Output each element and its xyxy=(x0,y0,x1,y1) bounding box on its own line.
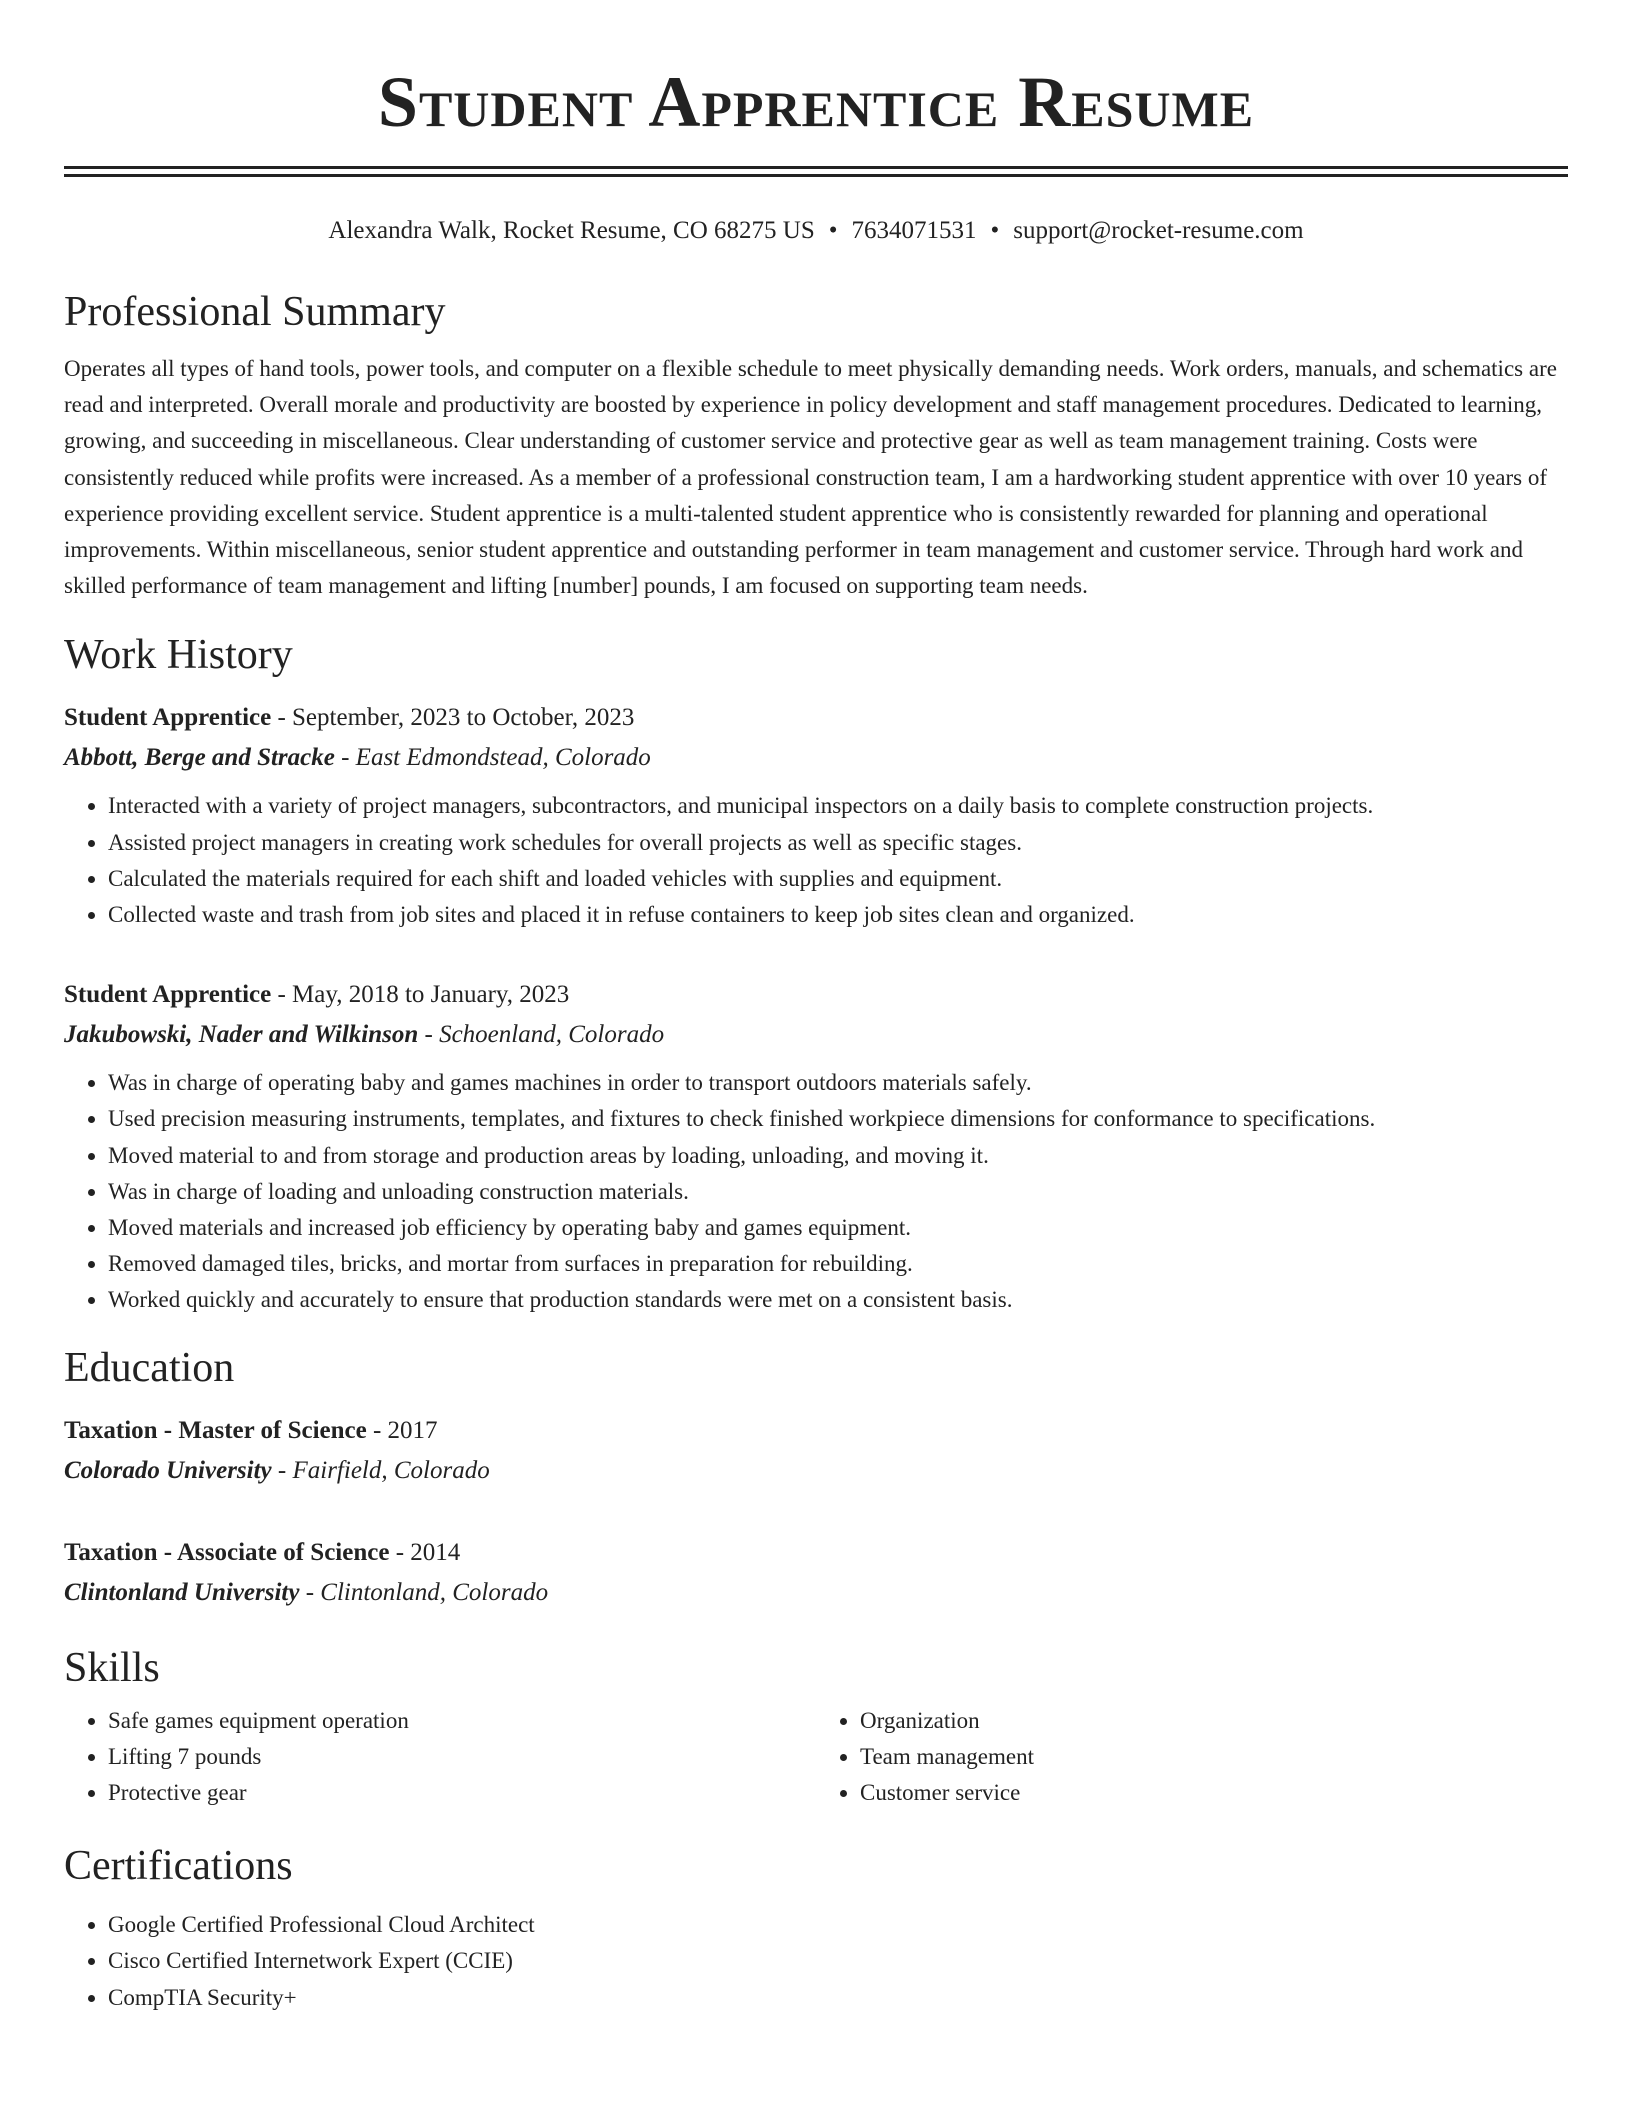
skill-item: • Organization xyxy=(860,1703,1568,1739)
job-bullet: • Interacted with a variety of project managers, subcontractors, and municipal inspectors on a daily basis to complete construction projects. xyxy=(108,788,1568,824)
certification-item: • CompTIA Security+ xyxy=(108,1980,1568,2016)
job-location: - Schoenland, Colorado xyxy=(418,1021,665,1049)
degree-name: Taxation - Master of Science xyxy=(64,1416,367,1444)
job-bullet: • Was in charge of loading and unloading construction materials. xyxy=(108,1174,1568,1210)
job-bullet: • Moved materials and increased job efficiency by operating baby and games equipment. xyxy=(108,1210,1568,1246)
certifications-heading: Certifications xyxy=(64,1843,293,1890)
degree-year: - 2014 xyxy=(389,1538,461,1566)
skill-item: • Team management xyxy=(860,1739,1568,1775)
skills-heading: Skills xyxy=(64,1644,160,1691)
job-bullet: • Collected waste and trash from job sites and placed it in refuse containers to keep job sites clean and organized. xyxy=(108,897,1568,933)
contact-separator: • xyxy=(990,217,1000,244)
job-location: - East Edmondstead, Colorado xyxy=(334,744,651,772)
education-entry xyxy=(64,1411,1568,1491)
job-title: Student Apprentice xyxy=(64,981,272,1009)
job-dates: - May, 2018 to January, 2023 xyxy=(271,981,570,1009)
skills-section xyxy=(64,1643,1568,1812)
contact-phone: 7634071531 xyxy=(851,217,977,244)
school-location: - Fairfield, Colorado xyxy=(271,1456,490,1484)
education-section xyxy=(64,1343,1568,1613)
work-history-heading: Work History xyxy=(64,632,293,679)
contact-email: support@rocket-resume.com xyxy=(1013,217,1304,244)
job-company: Abbott, Berge and Stracke xyxy=(64,744,335,772)
certifications-list xyxy=(64,1907,1568,2016)
skill-item: • Customer service xyxy=(860,1775,1568,1811)
certification-item: • Cisco Certified Internetwork Expert (CCIE) xyxy=(108,1943,1568,1979)
school-line xyxy=(64,1451,1568,1491)
job-bullet: • Moved material to and from storage and production areas by loading, unloading, and moving it. xyxy=(108,1138,1568,1174)
job-bullet: • Used precision measuring instruments, templates, and fixtures to check finished workpiece dimensions for conformance to specifications. xyxy=(108,1101,1568,1137)
degree-name: Taxation - Associate of Science xyxy=(64,1538,390,1566)
skills-list-left xyxy=(64,1703,816,1812)
work-history-section xyxy=(64,630,1568,1318)
summary-text: Operates all types of hand tools, power tools, and computer on a flexible schedule to meet physically demanding needs. Work orders, manuals, and schematics are read and interpreted. Overall morale and productivity are boosted by experience in policy development and staff management procedures. Dedicated to learning, growing, and succeeding in miscellaneous. Clear understanding of customer service and protective gear as well as team management training. Costs were consistently reduced while profits were increased. As a member of a professional construction team, I am a hardworking student apprentice with over 10 years of experience providing excellent service. Student apprentice is a multi-talented student apprentice who is consistently rewarded for planning and operational improvements. Within miscellaneous, senior student apprentice and outstanding performer in team management and customer service. Through hard work and skilled performance of team management and lifting [number] pounds, I am focused on supporting team needs. xyxy=(64,356,1557,599)
skill-item: • Protective gear xyxy=(108,1775,816,1811)
degree-line xyxy=(64,1411,1568,1451)
job-company: Jakubowski, Nader and Wilkinson xyxy=(64,1021,419,1049)
certifications-section xyxy=(64,1841,1568,2016)
contact-separator: • xyxy=(828,217,838,244)
summary-section xyxy=(64,287,1568,604)
job-dates: - September, 2023 to October, 2023 xyxy=(271,704,635,732)
degree-year: - 2017 xyxy=(366,1416,438,1444)
school-name: Colorado University xyxy=(64,1456,272,1484)
job-entry xyxy=(64,975,1568,1318)
school-name: Clintonland University xyxy=(64,1578,300,1606)
contact-line xyxy=(64,215,1568,247)
school-line xyxy=(64,1573,1568,1613)
skills-grid xyxy=(64,1703,1568,1812)
contact-address: Alexandra Walk, Rocket Resume, CO 68275 US xyxy=(328,217,815,244)
certification-item: • Google Certified Professional Cloud Architect xyxy=(108,1907,1568,1943)
education-heading: Education xyxy=(64,1344,235,1391)
degree-line xyxy=(64,1533,1568,1573)
job-title-line xyxy=(64,975,1568,1015)
job-bullet: • Was in charge of operating baby and games machines in order to transport outdoors materials safely. xyxy=(108,1065,1568,1101)
school-location: - Clintonland, Colorado xyxy=(299,1578,549,1606)
summary-heading: Professional Summary xyxy=(64,289,446,335)
job-bullet: • Assisted project managers in creating work schedules for overall projects as well as specific stages. xyxy=(108,825,1568,861)
title-double-rule xyxy=(64,166,1568,177)
skill-item: • Lifting 7 pounds xyxy=(108,1739,816,1775)
job-bullet: • Worked quickly and accurately to ensure that production standards were met on a consistent basis. xyxy=(108,1282,1568,1318)
skill-item: • Safe games equipment operation xyxy=(108,1703,816,1739)
job-company-line xyxy=(64,738,1568,778)
job-title: Student Apprentice xyxy=(64,704,272,732)
job-bullets xyxy=(64,1065,1568,1318)
resume-title: Student Apprentice Resume xyxy=(377,62,1255,142)
job-bullet: • Calculated the materials required for each shift and loaded vehicles with supplies and equipment. xyxy=(108,861,1568,897)
skills-list-right xyxy=(816,1703,1568,1812)
job-entry xyxy=(64,698,1568,933)
job-bullets xyxy=(64,788,1568,933)
job-company-line xyxy=(64,1015,1568,1055)
job-title-line xyxy=(64,698,1568,738)
job-bullet: • Removed damaged tiles, bricks, and mortar from surfaces in preparation for rebuilding. xyxy=(108,1246,1568,1282)
education-entry xyxy=(64,1533,1568,1613)
